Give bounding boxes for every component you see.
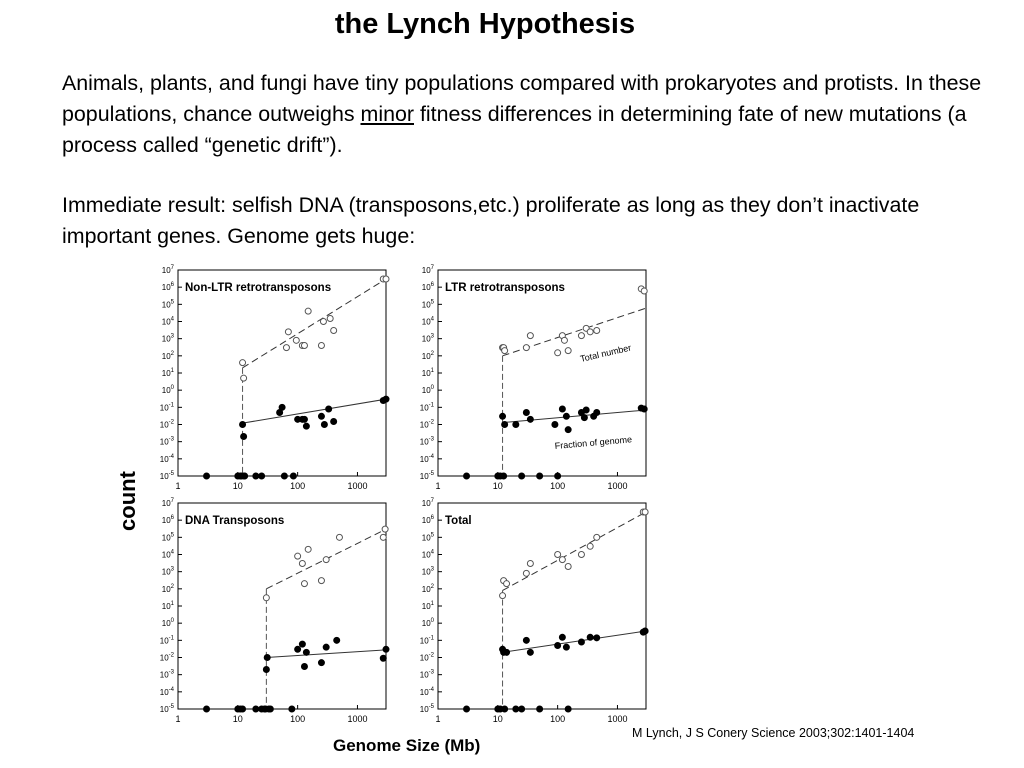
y-tick-label: $10^{-3}$ xyxy=(159,669,174,680)
total-number-trend xyxy=(503,512,646,591)
x-tick-label: 1 xyxy=(175,714,181,724)
filled-data-point xyxy=(559,406,565,412)
filled-data-point xyxy=(559,634,565,640)
filled-data-point xyxy=(318,413,324,419)
y-tick-label: $10^0$ xyxy=(421,618,434,629)
y-tick-label: $10^2$ xyxy=(421,583,434,594)
filled-data-point xyxy=(565,427,571,433)
open-data-point xyxy=(380,534,386,540)
filled-data-point xyxy=(565,706,571,712)
x-tick-label: 10 xyxy=(232,714,243,724)
filled-data-point xyxy=(279,404,285,410)
y-tick-label: $10^{-4}$ xyxy=(159,686,174,697)
filled-data-point xyxy=(594,635,600,641)
citation: M Lynch, J S Conery Science 2003;302:1401-1404 xyxy=(632,726,915,740)
panel-frame xyxy=(178,503,386,709)
y-tick-label: $10^4$ xyxy=(161,316,174,327)
open-data-point xyxy=(578,552,584,558)
filled-data-point xyxy=(555,473,561,479)
filled-data-point xyxy=(331,418,337,424)
open-data-point xyxy=(504,581,510,587)
filled-data-point xyxy=(303,649,309,655)
y-tick-label: $10^2$ xyxy=(161,583,174,594)
x-tick-label: 100 xyxy=(290,481,306,491)
x-tick-label: 100 xyxy=(550,481,566,491)
filled-data-point xyxy=(523,637,529,643)
filled-data-point xyxy=(326,406,332,412)
panel-title: DNA Transposons xyxy=(185,515,285,527)
panel-title: LTR retrotransposons xyxy=(445,282,565,294)
filled-data-point xyxy=(552,422,558,428)
filled-data-point xyxy=(264,655,270,661)
x-tick-label: 10 xyxy=(492,481,503,491)
filled-data-point xyxy=(301,416,307,422)
filled-data-point xyxy=(295,646,301,652)
filled-data-point xyxy=(587,634,593,640)
open-data-point xyxy=(561,337,567,343)
y-tick-label: $10^{-5}$ xyxy=(419,704,434,714)
filled-data-point xyxy=(513,706,519,712)
filled-data-point xyxy=(303,423,309,429)
x-tick-label: 1000 xyxy=(607,481,628,491)
filled-data-point xyxy=(519,473,525,479)
open-data-point xyxy=(318,578,324,584)
open-data-point xyxy=(641,288,647,294)
open-data-point xyxy=(293,337,299,343)
y-tick-label: $10^3$ xyxy=(161,566,174,577)
y-tick-label: $10^{-4}$ xyxy=(159,453,174,464)
y-tick-label: $10^6$ xyxy=(421,515,434,526)
open-data-point xyxy=(285,329,291,335)
filled-data-point xyxy=(281,473,287,479)
y-tick-label: $10^{-1}$ xyxy=(159,402,174,413)
open-data-point xyxy=(301,581,307,587)
panel-title: Non-LTR retrotransposons xyxy=(185,282,332,294)
y-tick-label: $10^1$ xyxy=(161,368,174,378)
open-data-point xyxy=(594,534,600,540)
open-data-point xyxy=(240,360,246,366)
filled-data-point xyxy=(594,410,600,416)
y-tick-label: $10^1$ xyxy=(161,601,174,611)
filled-data-point xyxy=(563,413,569,419)
filled-data-point xyxy=(527,649,533,655)
open-data-point xyxy=(283,345,289,351)
filled-data-point xyxy=(334,637,340,643)
y-tick-label: $10^5$ xyxy=(161,299,174,310)
y-tick-label: $10^{-2}$ xyxy=(159,419,174,430)
filled-data-point xyxy=(253,706,259,712)
filled-data-point xyxy=(581,415,587,421)
y-tick-label: $10^{-1}$ xyxy=(419,635,434,646)
open-data-point xyxy=(327,315,333,321)
open-data-point xyxy=(642,509,648,515)
filled-data-point xyxy=(301,663,307,669)
y-tick-label: $10^{-1}$ xyxy=(159,635,174,646)
chart-panel-3 xyxy=(160,498,389,724)
y-axis-label: count xyxy=(115,471,140,531)
y-tick-label: $10^{-4}$ xyxy=(419,686,434,697)
y-tick-label: $10^{-1}$ xyxy=(419,402,434,413)
y-tick-label: $10^4$ xyxy=(421,316,434,327)
y-tick-label: $10^4$ xyxy=(421,549,434,560)
open-data-point xyxy=(320,319,326,325)
y-tick-label: $10^{-2}$ xyxy=(419,419,434,430)
open-data-point xyxy=(578,333,584,339)
open-data-point xyxy=(502,348,508,354)
open-data-point xyxy=(527,333,533,339)
open-data-point xyxy=(555,350,561,356)
open-data-point xyxy=(305,546,311,552)
filled-data-point xyxy=(523,410,529,416)
filled-data-point xyxy=(204,706,210,712)
y-tick-label: $10^{-2}$ xyxy=(419,652,434,663)
filled-data-point xyxy=(583,407,589,413)
open-data-point xyxy=(565,348,571,354)
x-tick-label: 1 xyxy=(435,714,441,724)
y-tick-label: $10^{-5}$ xyxy=(419,471,434,481)
x-tick-label: 1000 xyxy=(607,714,628,724)
filled-data-point xyxy=(527,416,533,422)
y-tick-label: $10^7$ xyxy=(161,265,174,275)
y-tick-label: $10^6$ xyxy=(421,282,434,293)
y-tick-label: $10^3$ xyxy=(421,333,434,344)
open-data-point xyxy=(587,543,593,549)
filled-data-point xyxy=(299,641,305,647)
paragraph-selfish-dna: Immediate result: selfish DNA (transposons,etc.) proliferate as long as they don’t inactivate important genes. Genome gets huge: xyxy=(62,193,920,248)
filled-data-point xyxy=(502,422,508,428)
filled-data-point xyxy=(323,644,329,650)
open-data-point xyxy=(331,327,337,333)
panel-title: Total xyxy=(445,515,472,527)
y-tick-label: $10^{-4}$ xyxy=(419,453,434,464)
filled-data-point xyxy=(502,706,508,712)
y-tick-label: $10^0$ xyxy=(161,618,174,629)
x-tick-label: 1000 xyxy=(347,481,368,491)
y-tick-label: $10^3$ xyxy=(161,333,174,344)
open-data-point xyxy=(336,534,342,540)
panel-frame xyxy=(438,503,646,709)
y-tick-label: $10^5$ xyxy=(421,532,434,543)
filled-data-point xyxy=(504,649,510,655)
open-data-point xyxy=(594,327,600,333)
y-tick-label: $10^{-5}$ xyxy=(159,471,174,481)
filled-data-point xyxy=(383,396,389,402)
filled-data-point xyxy=(290,473,296,479)
y-tick-label: $10^7$ xyxy=(161,498,174,508)
y-tick-label: $10^{-5}$ xyxy=(159,704,174,714)
filled-data-point xyxy=(267,706,273,712)
y-tick-label: $10^6$ xyxy=(161,282,174,293)
open-data-point xyxy=(382,526,388,532)
open-data-point xyxy=(523,345,529,351)
x-tick-label: 1000 xyxy=(347,714,368,724)
x-axis-label: Genome Size (Mb) xyxy=(333,736,481,755)
y-tick-label: $10^6$ xyxy=(161,515,174,526)
y-tick-label: $10^7$ xyxy=(421,265,434,275)
open-data-point xyxy=(587,329,593,335)
open-data-point xyxy=(295,553,301,559)
chart-panel-1 xyxy=(160,265,389,491)
open-data-point xyxy=(500,593,506,599)
filled-data-point xyxy=(501,473,507,479)
y-tick-label: $10^0$ xyxy=(161,385,174,396)
underlined-word-minor: minor xyxy=(360,102,414,126)
filled-data-point xyxy=(537,706,543,712)
annotation-fraction-of-genome: Fraction of genome xyxy=(554,434,633,451)
paragraph-population-start: Animals, plants, and fungi have tiny populations compared with prokaryotes and protists. In these populations, chance outweighs xyxy=(62,71,982,126)
filled-data-point xyxy=(641,406,647,412)
x-tick-label: 1 xyxy=(175,481,181,491)
y-tick-label: $10^0$ xyxy=(421,385,434,396)
chart-panel-2 xyxy=(420,265,647,491)
filled-data-point xyxy=(500,413,506,419)
x-tick-label: 10 xyxy=(492,714,503,724)
open-data-point xyxy=(323,557,329,563)
open-data-point xyxy=(527,560,533,566)
open-data-point xyxy=(565,563,571,569)
y-tick-label: $10^{-2}$ xyxy=(159,652,174,663)
filled-data-point xyxy=(642,628,648,634)
y-tick-label: $10^2$ xyxy=(161,350,174,361)
y-tick-label: $10^2$ xyxy=(421,350,434,361)
filled-data-point xyxy=(318,660,324,666)
y-tick-label: $10^4$ xyxy=(161,549,174,560)
y-tick-label: $10^1$ xyxy=(421,601,434,611)
open-data-point xyxy=(305,308,311,314)
paragraph-population-end: fitness differences in determining fate of new mutations (a process called “genetic drift”). xyxy=(62,102,967,157)
open-data-point xyxy=(318,342,324,348)
open-data-point xyxy=(299,560,305,566)
open-data-point xyxy=(263,595,269,601)
filled-data-point xyxy=(464,473,470,479)
open-data-point xyxy=(383,276,389,282)
open-data-point xyxy=(241,375,247,381)
fraction-trend xyxy=(243,399,386,423)
y-tick-label: $10^{-3}$ xyxy=(159,436,174,447)
x-tick-label: 10 xyxy=(232,481,243,491)
filled-data-point xyxy=(259,473,265,479)
filled-data-point xyxy=(204,473,210,479)
y-tick-label: $10^3$ xyxy=(421,566,434,577)
filled-data-point xyxy=(519,706,525,712)
slide-title: the Lynch Hypothesis xyxy=(334,8,636,40)
y-tick-label: $10^5$ xyxy=(421,299,434,310)
filled-data-point xyxy=(383,646,389,652)
filled-data-point xyxy=(464,706,470,712)
y-tick-label: $10^7$ xyxy=(421,498,434,508)
filled-data-point xyxy=(289,706,295,712)
filled-data-point xyxy=(321,422,327,428)
filled-data-point xyxy=(513,422,519,428)
chart-panel-4 xyxy=(420,498,648,724)
x-tick-label: 100 xyxy=(550,714,566,724)
filled-data-point xyxy=(240,706,246,712)
y-tick-label: $10^{-3}$ xyxy=(419,669,434,680)
filled-data-point xyxy=(537,473,543,479)
y-tick-label: $10^5$ xyxy=(161,532,174,543)
y-tick-label: $10^1$ xyxy=(421,368,434,378)
filled-data-point xyxy=(380,655,386,661)
panel-frame xyxy=(178,270,386,476)
annotation-total-number: Total number xyxy=(579,342,633,364)
filled-data-point xyxy=(263,666,269,672)
open-data-point xyxy=(301,342,307,348)
filled-data-point xyxy=(563,644,569,650)
filled-data-point xyxy=(242,473,248,479)
filled-data-point xyxy=(578,639,584,645)
fraction-trend xyxy=(266,650,386,658)
filled-data-point xyxy=(555,643,561,649)
filled-data-point xyxy=(241,433,247,439)
filled-data-point xyxy=(240,422,246,428)
x-tick-label: 1 xyxy=(435,481,441,491)
filled-data-point xyxy=(253,473,259,479)
x-tick-label: 100 xyxy=(290,714,306,724)
open-data-point xyxy=(555,552,561,558)
open-data-point xyxy=(559,557,565,563)
open-data-point xyxy=(523,570,529,576)
y-tick-label: $10^{-3}$ xyxy=(419,436,434,447)
